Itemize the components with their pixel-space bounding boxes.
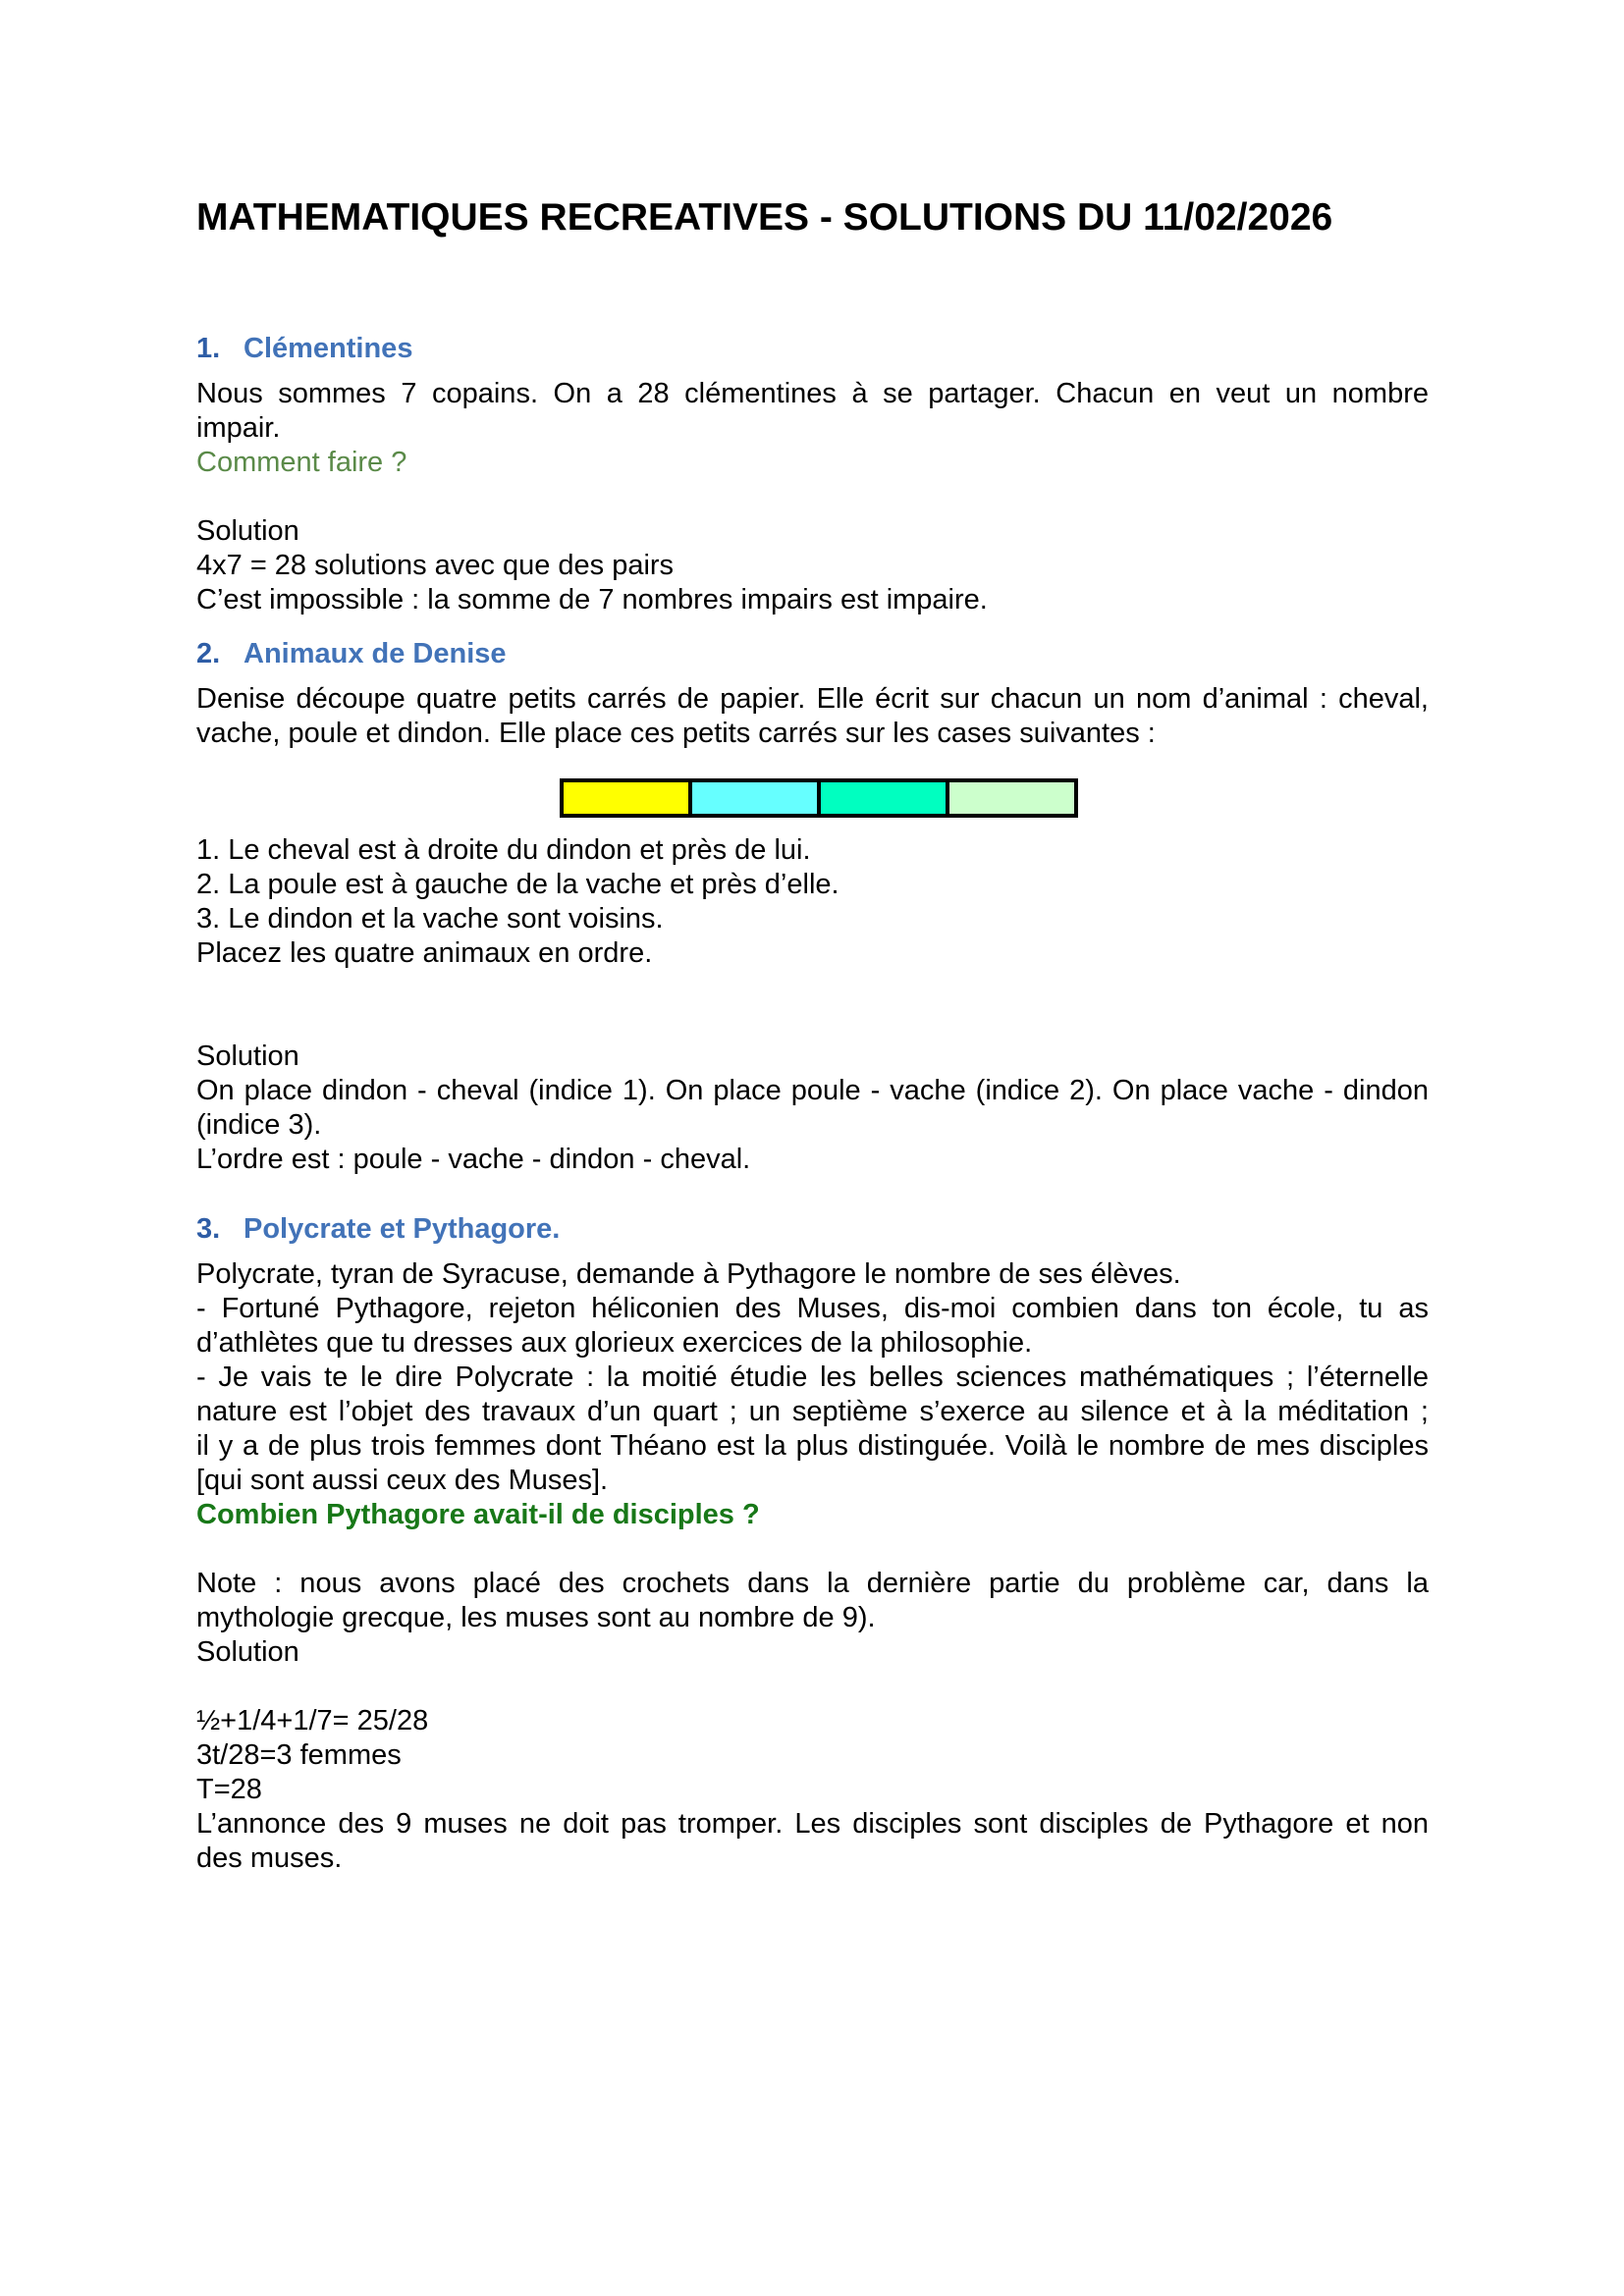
problem-text-line: Polycrate, tyran de Syracuse, demande à Pythagore le nombre de ses élèves.	[196, 1258, 1181, 1290]
section-clementines	[196, 332, 1429, 617]
problem-text-line: Nous sommes 7 copains. On a 28 clémentines à se partager. Chacun en veut un nombre	[196, 378, 1429, 409]
section-2-heading	[196, 637, 1429, 671]
solution-text-line: ½+1/4+1/7= 25/28	[196, 1705, 429, 1736]
problem-text-line: - Je vais te le dire Polycrate : la moitié étudie les belles sciences mathématiques ; l’éternelle	[196, 1362, 1429, 1393]
solution-text-line: 4x7 = 28 solutions avec que des pairs	[196, 550, 675, 581]
clue-line: 1. Le cheval est à droite du dindon et près de lui.	[196, 834, 811, 866]
problem-text-line: Denise découpe quatre petits carrés de papier. Elle écrit sur chacun un nom d’animal : cheval,	[196, 683, 1429, 715]
case-2	[688, 782, 817, 814]
section-2-number: 2.	[196, 638, 221, 669]
solution-text-line: des muses.	[196, 1842, 343, 1874]
solution-text-line: L’ordre est : poule - vache - dindon - cheval.	[196, 1144, 751, 1175]
section-animaux-de-denise	[196, 637, 1429, 1177]
question-line: Combien Pythagore avait-il de disciples ?	[196, 1499, 760, 1530]
problem-text-line: nature est l’objet des travaux d’un quart ; un septième s’exerce au silence et à la méditation ;	[196, 1396, 1429, 1427]
solution-label: Solution	[196, 1041, 299, 1072]
page-title: MATHEMATIQUES RECREATIVES - SOLUTIONS DU 11/02/2026	[196, 196, 1333, 239]
clue-line: 3. Le dindon et la vache sont voisins.	[196, 903, 664, 934]
note-line: Note : nous avons placé des crochets dans la dernière partie du problème car, dans la	[196, 1568, 1429, 1599]
instruction-line: Placez les quatre animaux en ordre.	[196, 937, 653, 969]
section-1-title: Clémentines	[244, 333, 413, 364]
solution-text-line: 3t/28=3 femmes	[196, 1739, 402, 1771]
blank-line	[196, 971, 1429, 1005]
animal-cases-table	[560, 778, 1078, 818]
solution-text-line: T=28	[196, 1774, 262, 1805]
problem-text-line: d’athlètes que tu dresses aux glorieux exercices de la philosophie.	[196, 1327, 1033, 1359]
section-3-number: 3.	[196, 1213, 221, 1245]
problem-text-line: - Fortuné Pythagore, rejeton héliconien des Muses, dis-moi combien dans ton école, tu as	[196, 1293, 1429, 1324]
section-1-number: 1.	[196, 333, 221, 364]
solution-text-line: (indice 3).	[196, 1109, 322, 1141]
case-3	[817, 782, 946, 814]
solution-text-line: L’annonce des 9 muses ne doit pas tromper. Les disciples sont disciples de Pythagore et non	[196, 1808, 1429, 1840]
section-1-heading	[196, 332, 1429, 366]
blank-line	[196, 1532, 1429, 1567]
section-3-heading	[196, 1212, 1429, 1247]
problem-text-line: vache, poule et dindon. Elle place ces petits carrés sur les cases suivantes :	[196, 718, 1156, 749]
blank-line	[196, 1670, 1429, 1704]
question-line: Comment faire ?	[196, 447, 407, 478]
solution-label: Solution	[196, 1636, 299, 1668]
solution-label: Solution	[196, 515, 299, 547]
blank-line	[196, 480, 1429, 514]
problem-text-line: [qui sont aussi ceux des Muses].	[196, 1465, 609, 1496]
section-polycrate-et-pythagore	[196, 1212, 1429, 1876]
note-line: mythologie grecque, les muses sont au nombre de 9).	[196, 1602, 876, 1633]
case-4	[946, 782, 1074, 814]
clue-line: 2. La poule est à gauche de la vache et près d’elle.	[196, 869, 839, 900]
solution-text-line: C’est impossible : la somme de 7 nombres impairs est impaire.	[196, 584, 988, 615]
problem-text-line: impair.	[196, 412, 281, 444]
problem-text-line: il y a de plus trois femmes dont Théano est la plus distinguée. Voilà le nombre de mes disciples	[196, 1430, 1429, 1462]
section-3-title: Polycrate et Pythagore.	[244, 1213, 561, 1245]
section-2-title: Animaux de Denise	[244, 638, 507, 669]
solution-text-line: On place dindon - cheval (indice 1). On place poule - vache (indice 2). On place vache - dindon	[196, 1075, 1429, 1106]
blank-line	[196, 1005, 1429, 1040]
case-1	[564, 782, 688, 814]
